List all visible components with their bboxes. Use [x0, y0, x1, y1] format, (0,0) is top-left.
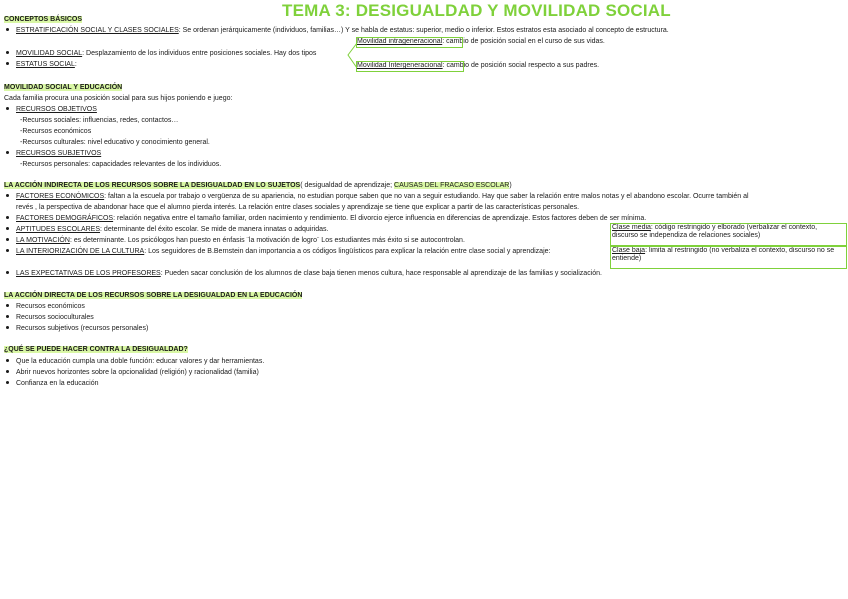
- list-item: Recursos subjetivos (recursos personales): [6, 325, 148, 333]
- section-heading-accion-indirecta: LA ACCIÓN INDIRECTA DE LOS RECURSOS SOBRE LA DESIGUALDAD EN LO SUJETOS( desigualdad de aprendizaje; CAUSAS DEL FRACASO ESCOLAR): [4, 182, 512, 189]
- list-item-factores-demograficos: FACTORES DEMOGRÁFICOS: relación negativa entre el tamaño familiar, orden nacimiento y rendimiento. El divorcio ejerce influencia en diferencias de aprendizaje. Estos factores deben de ser mínima.: [6, 215, 646, 223]
- list-item-recursos-subjetivos: RECURSOS SUBJETIVOS: [6, 150, 101, 158]
- clase-media-box: [610, 223, 847, 246]
- section-heading-movilidad-educacion: MOVILIDAD SOCIAL Y EDUCACIÓN: [4, 84, 123, 91]
- list-item-aptitudes: APTITUDES ESCOLARES: determinante del éxito escolar. Se mide de manera innatas o adquiridas.: [6, 226, 328, 234]
- list-item-motivacion: LA MOTIVACIÓN: es determinante. Los psicólogos han puesto en énfasis ¨la motivación de logro¨ Los estudiantes más éxito si se autocontrolan.: [6, 237, 465, 245]
- list-item: Abrir nuevos horizontes sobre la opcionalidad (religión) y racionalidad (familia): [6, 369, 259, 377]
- sub-item: -Recursos culturales: nivel educativo y conocimiento general.: [20, 139, 210, 146]
- movilidad-inter: Movilidad Intergeneracional: cambio de posición social respecto a sus padres.: [357, 62, 600, 69]
- list-item-expectativas: LAS EXPECTATIVAS DE LOS PROFESORES: Pueden sacar conclusión de los alumnos de clase baja tienen menos cultura, hace responsable al aprendizaje de las familias y socialización.: [6, 270, 602, 278]
- list-item: Recursos socioculturales: [6, 314, 94, 322]
- clase-baja-box: [610, 246, 847, 269]
- list-item-estratificacion: ESTRATIFICACIÓN SOCIAL Y CLASES SOCIALES: Se ordenan jerárquicamente (individuos, familias…) Y se habla de estatus: superior, medio o inferior. Estos estratos esta asociado al concepto de estructura.: [6, 27, 669, 35]
- list-item: Recursos económicos: [6, 303, 85, 311]
- list-item: Que la educación cumpla una doble función: educar valores y dar herramientas.: [6, 358, 264, 366]
- list-item-movilidad: MOVILIDAD SOCIAL: Desplazamiento de los individuos entre posiciones sociales. Hay dos tipos: [6, 50, 316, 58]
- intro-text: Cada familia procura una posición social para sus hijos poniendo e juego:: [4, 95, 233, 102]
- page-title: TEMA 3: DESIGUALDAD Y MOVILIDAD SOCIAL: [282, 1, 671, 20]
- list-item-interiorizacion: LA INTERIORIZACIÓN DE LA CULTURA: Los seguidores de B.Bernstein dan importancia a os códigos lingüísticos para explicar la relación entre clase social y aprendizaje:: [6, 248, 550, 256]
- list-item-continuation: revés , la perspectiva de abandonar hace que el alumno pierda interés. La relación entre clases sociales y aprendizaje se tiene que explicar a partir de las características personales.: [16, 204, 580, 211]
- section-heading-conceptos: CONCEPTOS BÁSICOS: [4, 16, 83, 23]
- clase-media-note: Clase media: código restringido y elborado (verbalizar el contexto, discurso se independiza de relaciones sociales): [612, 224, 818, 239]
- list-item-factores-economicos: FACTORES ECONÓMICOS: faltan a la escuela por trabajo o vergüenza de su apariencia, no estudian porque saben que no van a seguir estudiando. Hay que saber la relación entre malos notas y el abandono escolar. Ocurre también al: [6, 193, 749, 201]
- section-heading-accion-directa: LA ACCIÓN DIRECTA DE LOS RECURSOS SOBRE LA DESIGUALDAD EN LA EDUCACIÓN: [4, 292, 303, 299]
- section-heading-que-hacer: ¿QUÉ SE PUEDE HACER CONTRA LA DESIGUALDAD?: [4, 346, 188, 353]
- sub-item: -Recursos personales: capacidades relevantes de los individuos.: [20, 161, 222, 168]
- list-item-estatus: ESTATUS SOCIAL:: [6, 61, 77, 69]
- movilidad-inter-box: [356, 61, 464, 72]
- movilidad-intra: Movilidad intrageneracional: cambio de posición social en el curso de sus vidas.: [357, 38, 605, 45]
- clase-baja-note: Clase baja: limita al restringido (no verbaliza el contexto, discurso no se entiende): [612, 247, 835, 262]
- sub-item: -Recursos sociales: influencias, redes, contactos…: [20, 117, 179, 124]
- list-item-recursos-objetivos: RECURSOS OBJETIVOS: [6, 106, 97, 114]
- movilidad-intra-box: [356, 37, 463, 48]
- list-item: Confianza en la educación: [6, 380, 99, 388]
- sub-item: -Recursos económicos: [20, 128, 92, 135]
